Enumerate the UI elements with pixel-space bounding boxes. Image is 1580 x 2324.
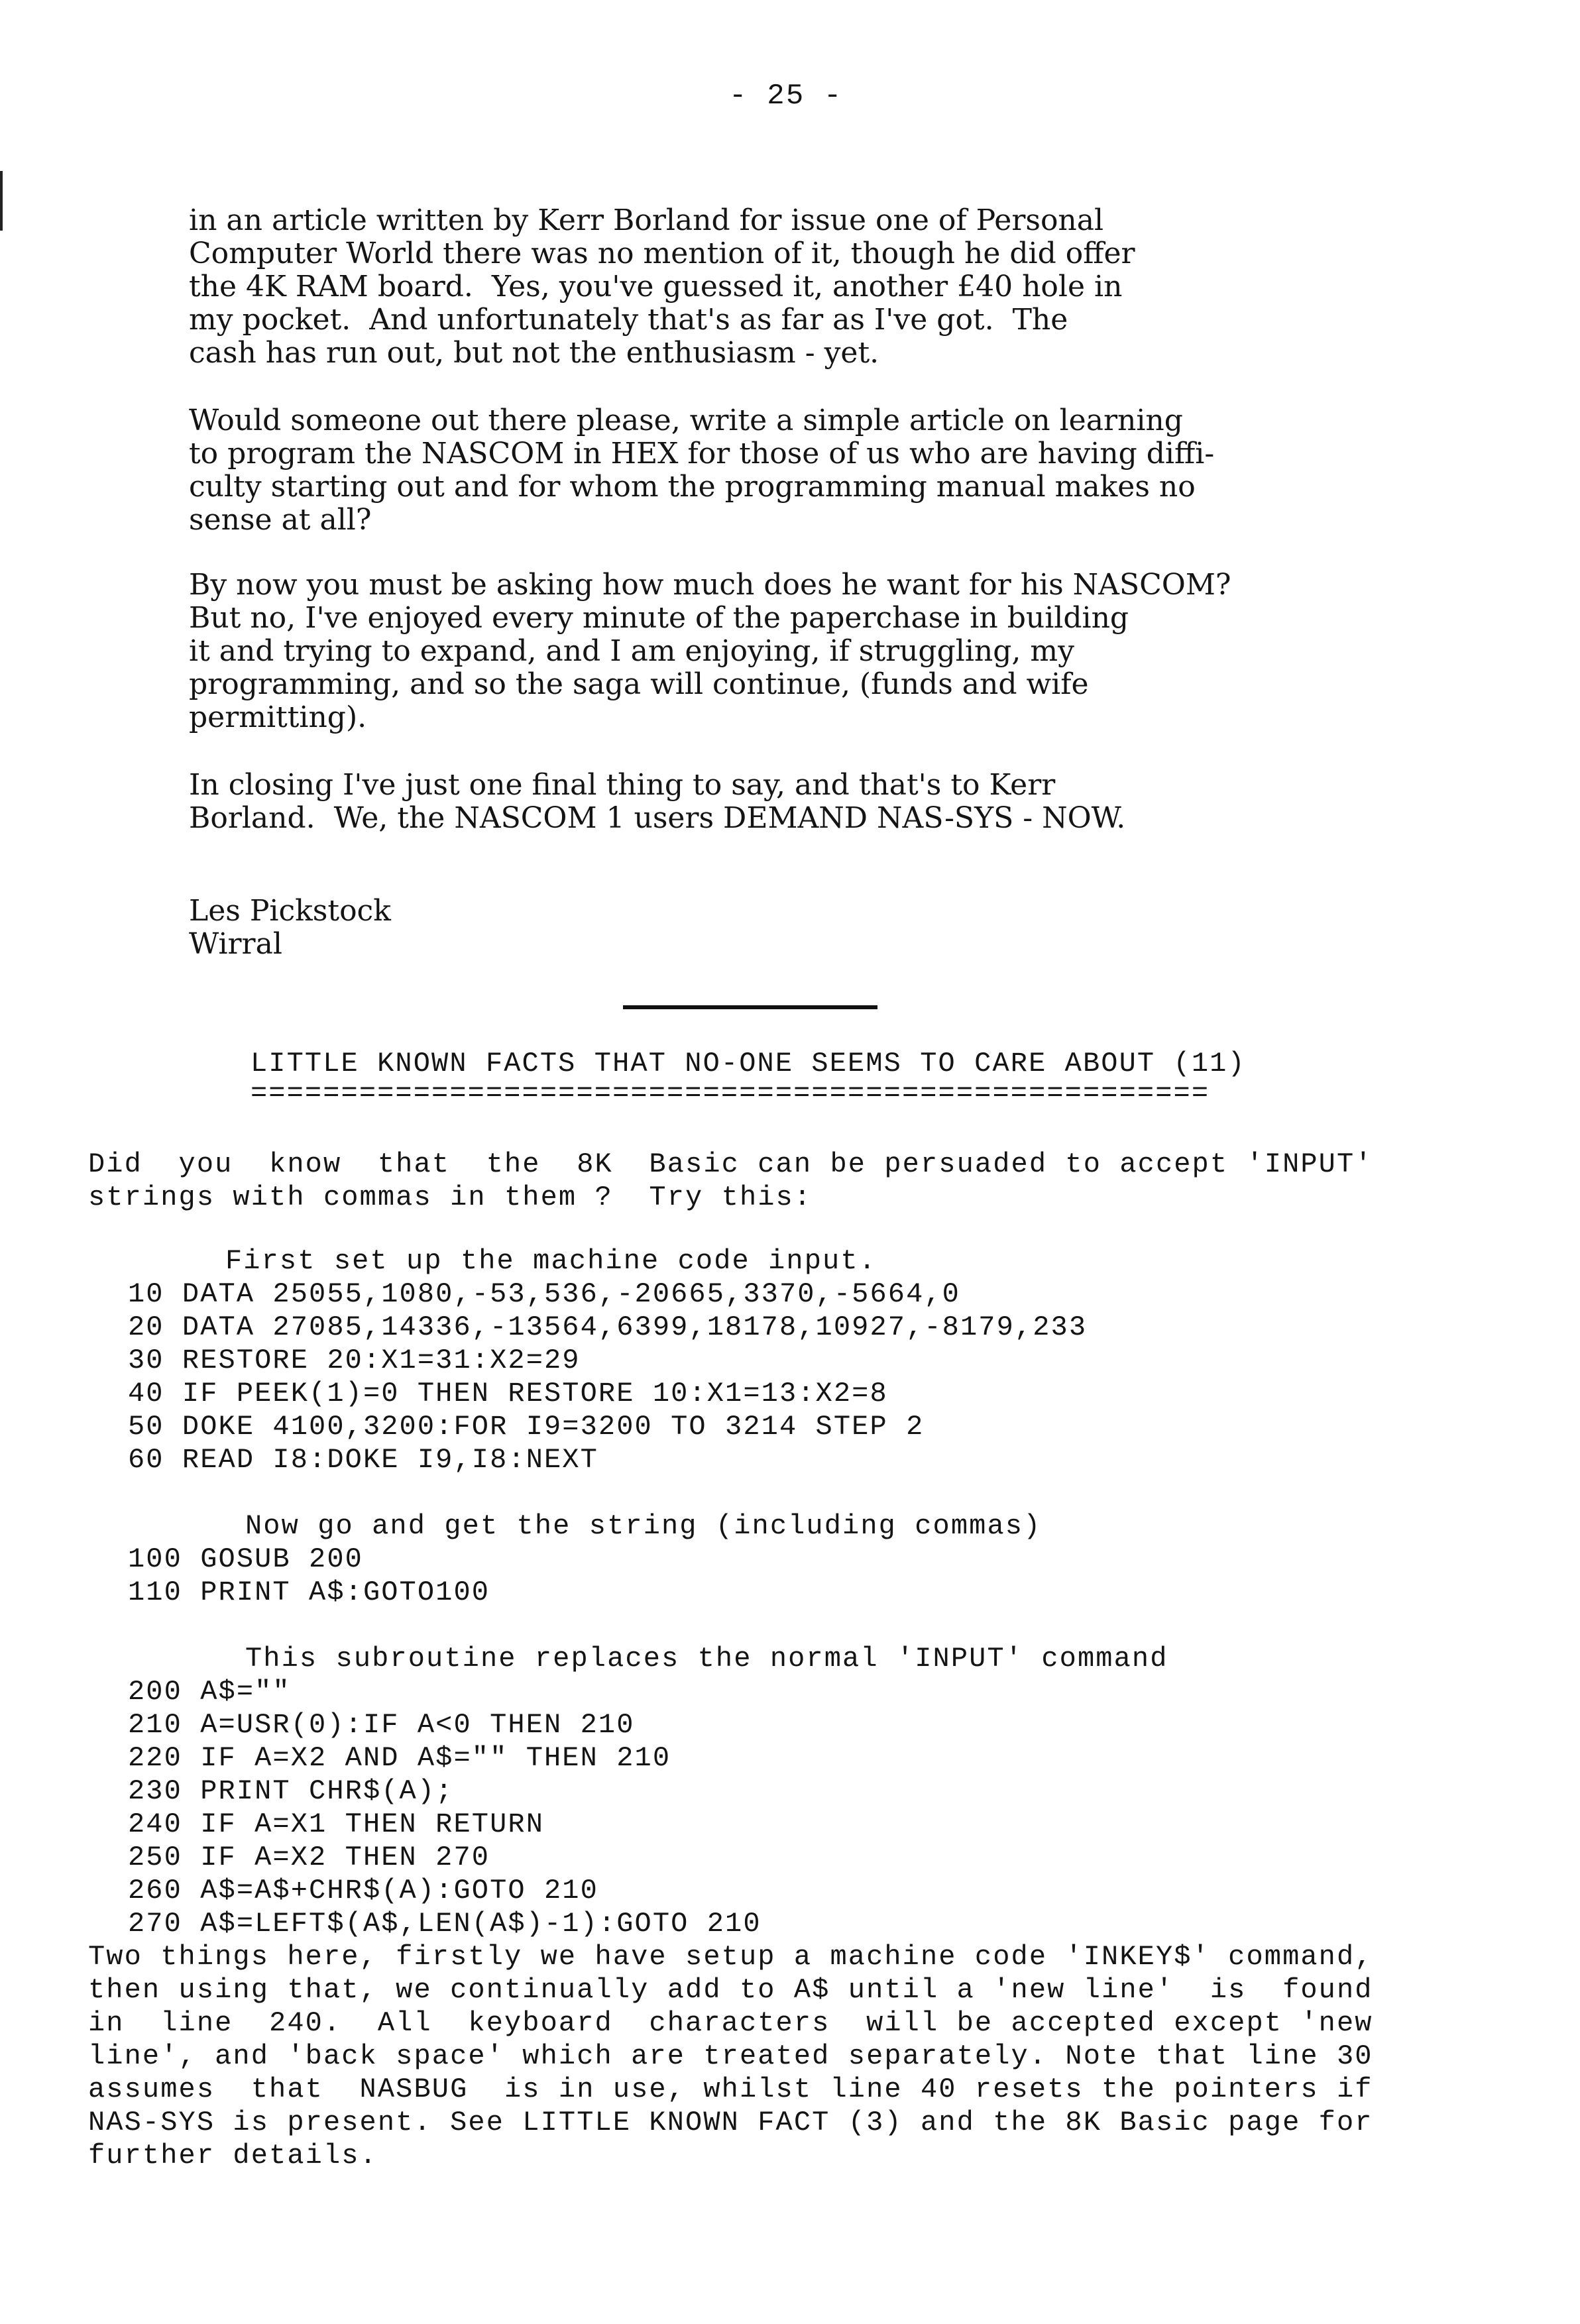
- text-line: then using that, we continually add to A$ until a 'new line' is found: [88, 1974, 1373, 2006]
- article-intro: [88, 1148, 1373, 1214]
- code-line: 270 A$=LEFT$(A$,LEN(A$)-1):GOTO 210: [128, 1908, 762, 1940]
- section-separator: [623, 1005, 877, 1009]
- text-line: to program the NASCOM in HEX for those of us who are having diffi-: [189, 437, 1215, 470]
- code-line: 60 READ I8:DOKE I9,I8:NEXT: [128, 1444, 598, 1476]
- letter-paragraph-4: [189, 769, 1125, 835]
- letter-paragraph-2: [189, 404, 1214, 537]
- code-line: 220 IF A=X2 AND A$="" THEN 210: [128, 1742, 671, 1774]
- code-line: 210 A=USR(0):IF A<0 THEN 210: [128, 1709, 635, 1741]
- text-line: further details.: [88, 2140, 378, 2172]
- code-line: 30 RESTORE 20:X1=31:X2=29: [128, 1345, 581, 1376]
- text-line: NAS-SYS is present. See LITTLE KNOWN FACT (3) and the 8K Basic page for: [88, 2107, 1373, 2138]
- text-line: Borland. We, the NASCOM 1 users DEMAND NAS-SYS - NOW.: [189, 801, 1126, 835]
- text-line: In closing I've just one final thing to say, and that's to Kerr: [189, 768, 1056, 802]
- code-block-2: [128, 1543, 490, 1609]
- text-line: permitting).: [189, 700, 367, 734]
- text-line: programming, and so the saga will continue, (funds and wife: [189, 667, 1089, 701]
- article-closing: [88, 1940, 1373, 2172]
- signature-place: Wirral: [189, 927, 282, 961]
- text-line: in line 240. All keyboard characters will be accepted except 'new: [88, 2007, 1373, 2039]
- text-line: in an article written by Kerr Borland for issue one of Personal: [189, 203, 1104, 237]
- code-line: 230 PRINT CHR$(A);: [128, 1775, 454, 1807]
- text-line: strings with commas in them ? Try this:: [88, 1182, 813, 1213]
- text-line: it and trying to expand, and I am enjoying, if struggling, my: [189, 634, 1074, 668]
- text-line: Would someone out there please, write a simple article on learning: [189, 404, 1183, 437]
- code-line: 260 A$=A$+CHR$(A):GOTO 210: [128, 1875, 598, 1907]
- text-line: Computer World there was no mention of it, though he did offer: [189, 237, 1135, 270]
- code-comment-3: This subroutine replaces the normal 'INPUT' command: [245, 1643, 1168, 1675]
- letter-paragraph-1: [189, 204, 1135, 370]
- code-line: 40 IF PEEK(1)=0 THEN RESTORE 10:X1=13:X2=8: [128, 1378, 888, 1410]
- code-line: 50 DOKE 4100,3200:FOR I9=3200 TO 3214 STEP 2: [128, 1411, 925, 1443]
- code-comment-2: Now go and get the string (including commas): [245, 1510, 1042, 1542]
- text-line: assumes that NASBUG is in use, whilst line 40 resets the pointers if: [88, 2074, 1373, 2105]
- code-line: 240 IF A=X1 THEN RETURN: [128, 1808, 544, 1840]
- text-line: Two things here, firstly we have setup a machine code 'INKEY$' command,: [88, 1941, 1373, 1973]
- text-line: the 4K RAM board. Yes, you've guessed it, another £40 hole in: [189, 270, 1123, 304]
- code-line: 100 GOSUB 200: [128, 1543, 363, 1575]
- page-number: - 25 -: [729, 80, 843, 113]
- code-line: 20 DATA 27085,14336,-13564,6399,18178,10927,-8179,233: [128, 1311, 1088, 1343]
- code-line: 10 DATA 25055,1080,-53,536,-20665,3370,-5664,0: [128, 1278, 960, 1310]
- text-line: sense at all?: [189, 503, 372, 537]
- margin-rule: [0, 171, 3, 231]
- text-line: culty starting out and for whom the programming manual makes no: [189, 470, 1196, 504]
- code-block-3: [128, 1675, 762, 1940]
- code-block-1: [128, 1278, 1087, 1476]
- text-line: cash has run out, but not the enthusiasm - yet.: [189, 336, 879, 370]
- text-line: By now you must be asking how much does he want for his NASCOM?: [189, 568, 1231, 602]
- text-line: my pocket. And unfortunately that's as far as I've got. The: [189, 303, 1068, 337]
- signature-name: Les Pickstock: [189, 894, 391, 928]
- code-line: 110 PRINT A$:GOTO100: [128, 1577, 490, 1608]
- signature: [189, 895, 391, 961]
- code-line: 200 A$="": [128, 1676, 291, 1708]
- text-line: Did you know that the 8K Basic can be persuaded to accept 'INPUT': [88, 1148, 1373, 1180]
- text-line: line', and 'back space' which are treated separately. Note that line 30: [88, 2040, 1373, 2072]
- article-title: LITTLE KNOWN FACTS THAT NO-ONE SEEMS TO CARE ABOUT (11): [251, 1048, 1246, 1079]
- article-title-underline: =====================================================: [251, 1078, 1210, 1109]
- code-comment-1: First set up the machine code input.: [225, 1245, 877, 1277]
- text-line: But no, I've enjoyed every minute of the paperchase in building: [189, 601, 1129, 635]
- letter-paragraph-3: [189, 569, 1231, 734]
- code-line: 250 IF A=X2 THEN 270: [128, 1842, 490, 1873]
